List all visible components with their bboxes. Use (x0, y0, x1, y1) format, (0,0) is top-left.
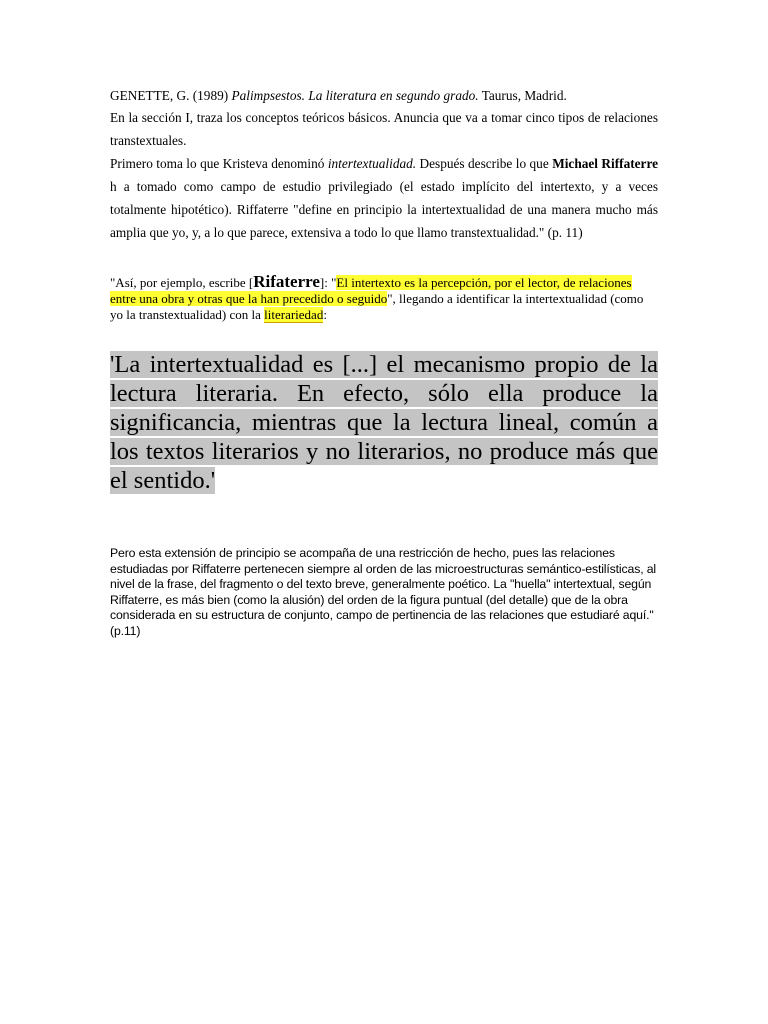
primero-text-1: Primero toma lo que Kristeva denominó (110, 156, 328, 171)
block-quote (110, 350, 658, 495)
term-intertextualidad: intertextualidad. (327, 156, 417, 171)
closing-paragraph: Pero esta extensión de principio se acompaña de una restricción de hecho, pues las relaciones estudiadas por Riffaterre pertenecen siempre al orden de las microestructuras semántico-estilísticas, al nivel de la frase, del fragmento o del texto breve, generalmente poético. La "huella" intertextual, según Riffaterre, es más bien (como la alusión) del orden de la figura puntual (del detalle) que de la obra considerada en su estructura de conjunto, campo de pertinencia de las relaciones que estudiaré aquí." (p.11) (110, 546, 656, 638)
section-intro-paragraph: En la sección I, traza los conceptos teóricos básicos. Anuncia que va a tomar cinco tipos de relaciones transtextuales. (110, 110, 658, 148)
name-michael-riffaterre: Michael Riffaterre (552, 156, 659, 171)
reference-author-year: GENETTE, G. (1989) (110, 88, 232, 103)
primero-text-3: h a tomado como campo de estudio privilegiado (el estado implícito del intertexto, y a veces totalmente hipotético). Riffaterre "define en principio la intertextualidad de una manera mucho más amplia que yo, y, a lo que parece, extensiva a todo lo que llamo transtextualidad." (p. 11) (110, 179, 658, 240)
block-quote-text: 'La intertextualidad es [...] el mecanismo propio de la lectura literaria. En efecto, sólo ella produce la significancia, mientras que la lectura lineal, común a los textos literarios y no literarios, no produce más que el sentido.' (110, 351, 658, 494)
example-text-3: ", llegando a identificar la intertextualidad (como yo la transtextualidad) con la (110, 291, 644, 322)
example-paragraph (110, 274, 658, 323)
primero-text-2: Después describe lo que (416, 156, 553, 171)
reference-title: Palimpsestos. La literatura en segundo grado. (231, 88, 479, 103)
name-rifaterre: Rifaterre (253, 272, 320, 291)
example-text-2: ]: " (319, 275, 337, 290)
reference-publisher: Taurus, Madrid. (478, 88, 567, 103)
bibliographic-reference (110, 84, 658, 107)
primero-paragraph (110, 152, 658, 244)
example-text-1: "Así, por ejemplo, escribe [ (110, 275, 254, 290)
highlighted-definition: El intertexto es la percepción, por el lector, de relaciones entre una obra y otras que la han precedido o seguido (110, 275, 632, 306)
example-text-4: : (323, 307, 327, 322)
highlighted-literariedad: literariedad (264, 307, 324, 322)
